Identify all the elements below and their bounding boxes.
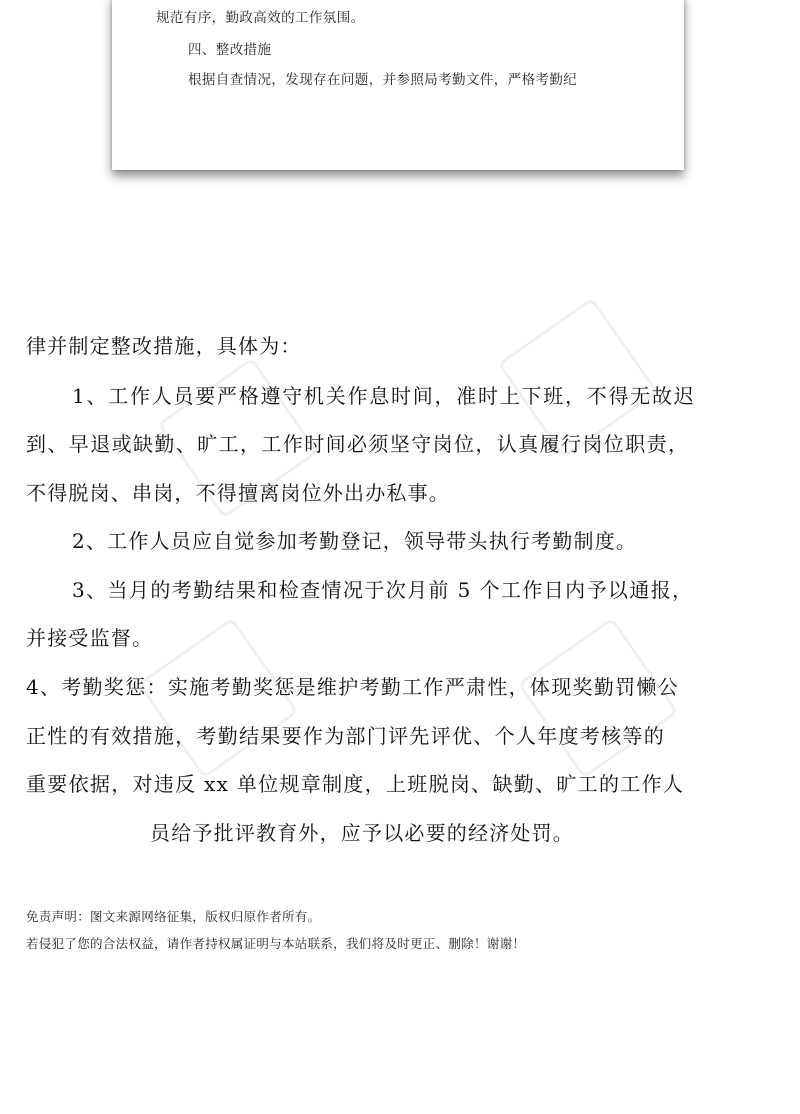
body-text-line: 3、当月的考勤结果和检查情况于次月前 5 个工作日内予以通报， — [72, 578, 694, 602]
body-text-line: 员给予批评教育外，应予以必要的经济处罚。 — [150, 821, 574, 845]
body-text-line: 不得脱岗、串岗，不得擅离岗位外出办私事。 — [26, 481, 450, 505]
body-text-line: 重要依据，对违反 xx 单位规章制度，上班脱岗、缺勤、旷工的工作人 — [26, 772, 685, 796]
card-section-heading: 四、整改措施 — [188, 42, 272, 58]
card-text-line: 规范有序，勤政高效的工作氛围。 — [156, 10, 365, 26]
body-text-line: 4、考勤奖惩：实施考勤奖惩是维护考勤工作严肃性，体现奖勤罚懒公 — [26, 675, 680, 699]
body-text-line: 并接受监督。 — [26, 626, 154, 650]
body-text-line: 到、早退或缺勤、旷工，工作时间必须坚守岗位，认真履行岗位职责， — [26, 432, 690, 456]
body-text-line: 正性的有效措施，考勤结果要作为部门评先评优、个人年度考核等的 — [26, 724, 665, 748]
card-text-line: 根据自查情况，发现存在问题，并参照局考勤文件，严格考勤纪 — [188, 72, 578, 88]
disclaimer-line: 若侵犯了您的合法权益，请作者持权属证明与本站联系，我们将及时更正、删除！谢谢！ — [26, 936, 526, 951]
body-text-line: 2、工作人员应自觉参加考勤登记，领导带头执行考勤制度。 — [72, 529, 638, 553]
page-preview-card — [112, 0, 684, 170]
disclaimer-line: 免责声明：图文来源网络征集，版权归原作者所有。 — [26, 909, 321, 924]
body-text-line: 律并制定整改措施，具体为： — [26, 334, 302, 358]
body-text-line: 1、工作人员要严格遵守机关作息时间，准时上下班，不得无故迟 — [72, 384, 696, 408]
